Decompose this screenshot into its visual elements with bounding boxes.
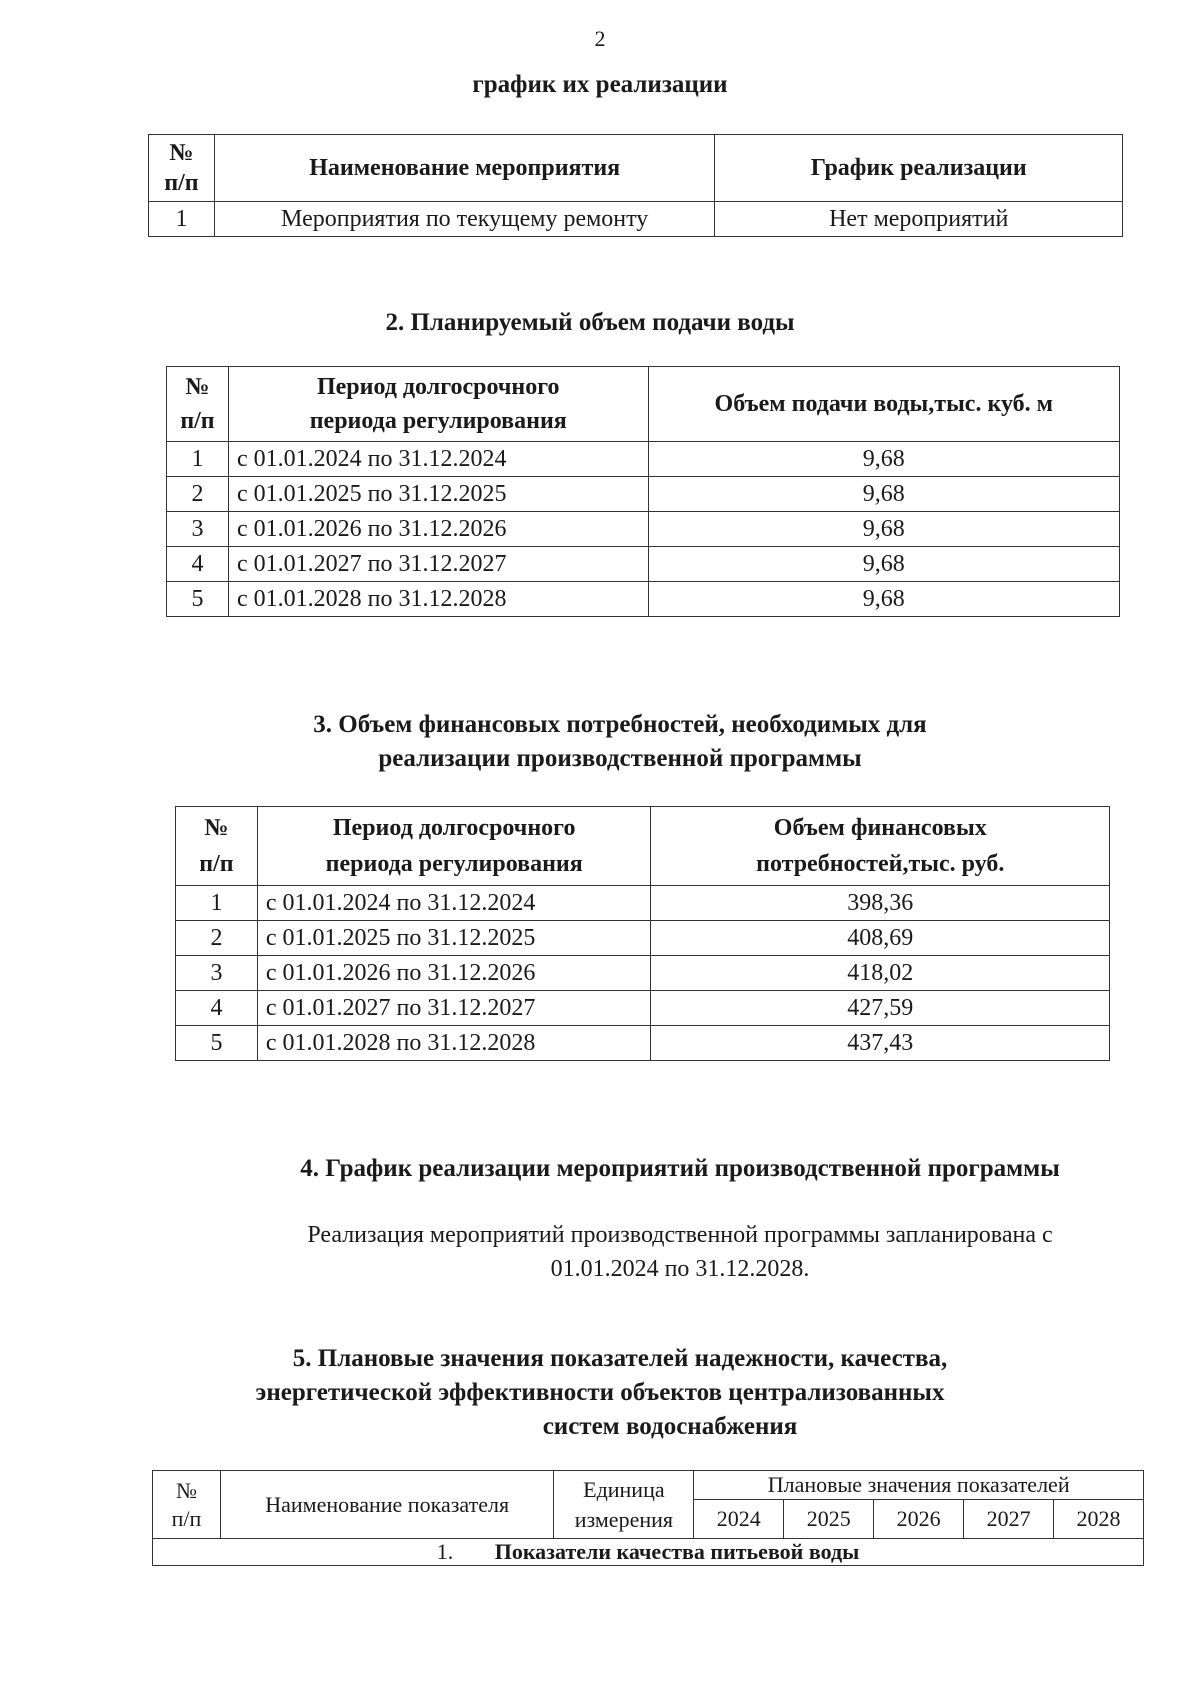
header-period: Период долгосрочного периода регулирования (257, 807, 651, 886)
table-group-row (153, 1539, 1144, 1566)
cell-value: 9,68 (648, 582, 1119, 617)
header-num: № п/п (167, 367, 229, 442)
cell-value: 398,36 (651, 886, 1110, 921)
header-num: № п/п (149, 135, 215, 202)
cell-num: 2 (176, 921, 258, 956)
group-row-cell (153, 1539, 1144, 1566)
header-water-volume: Объем подачи воды,тыс. куб. м (648, 367, 1119, 442)
section4-title: 4. График реализации мероприятий производственной программы (300, 1155, 1060, 1182)
cell-num: 1 (149, 202, 215, 237)
table-activities (148, 134, 1123, 237)
table-row (176, 956, 1110, 991)
header-year: 2028 (1054, 1500, 1144, 1539)
cell-period: с 01.01.2024 по 31.12.2024 (257, 886, 651, 921)
table-header-row (153, 1471, 1144, 1500)
header-schedule: График реализации (715, 135, 1123, 202)
cell-num: 1 (167, 442, 229, 477)
table-header-row (149, 135, 1123, 202)
cell-value: 9,68 (648, 512, 1119, 547)
section2-title: 2. Планируемый объем подачи воды (385, 309, 795, 336)
table-row (167, 442, 1120, 477)
header-year: 2024 (694, 1500, 784, 1539)
header-activity-name: Наименование мероприятия (214, 135, 714, 202)
cell-period: с 01.01.2025 по 31.12.2025 (257, 921, 651, 956)
cell-num: 2 (167, 477, 229, 512)
cell-num: 1 (176, 886, 258, 921)
header-financial-volume: Объем финансовых потребностей,тыс. руб. (651, 807, 1110, 886)
cell-period: с 01.01.2026 по 31.12.2026 (257, 956, 651, 991)
cell-schedule: Нет мероприятий (715, 202, 1123, 237)
section5-title-line2: энергетической эффективности объектов централизованных (255, 1379, 945, 1406)
cell-num: 5 (167, 582, 229, 617)
table-row (167, 512, 1120, 547)
table-water-volume (166, 366, 1120, 617)
cell-num: 5 (176, 1026, 258, 1061)
section3-title-line1: 3. Объем финансовых потребностей, необходимых для (313, 711, 927, 738)
header-planned-values: Плановые значения показателей (694, 1471, 1144, 1500)
group-row-num: 1. (436, 1539, 454, 1564)
table-row (149, 202, 1123, 237)
cell-num: 3 (176, 956, 258, 991)
cell-num: 3 (167, 512, 229, 547)
table-header-row (176, 807, 1110, 886)
cell-num: 4 (176, 991, 258, 1026)
cell-period: с 01.01.2028 по 31.12.2028 (228, 582, 648, 617)
header-num: № п/п (176, 807, 258, 886)
section5-title-line3: систем водоснабжения (542, 1413, 798, 1440)
header-year: 2026 (874, 1500, 964, 1539)
header-unit: Единица измерения (554, 1471, 694, 1539)
header-num: № п/п (153, 1471, 221, 1539)
section5-title-line1: 5. Плановые значения показателей надежности, качества, (292, 1345, 948, 1372)
section1-title: график их реализации (472, 71, 728, 98)
header-year: 2025 (784, 1500, 874, 1539)
table-row (167, 547, 1120, 582)
header-indicator-name: Наименование показателя (220, 1471, 554, 1539)
table-indicators (152, 1470, 1144, 1566)
group-row-label: Показатели качества питьевой воды (494, 1539, 860, 1564)
table-header-row (167, 367, 1120, 442)
table-row (167, 582, 1120, 617)
cell-value: 408,69 (651, 921, 1110, 956)
cell-period: с 01.01.2028 по 31.12.2028 (257, 1026, 651, 1061)
header-year: 2027 (964, 1500, 1054, 1539)
table-row (176, 921, 1110, 956)
cell-value: 427,59 (651, 991, 1110, 1026)
cell-period: с 01.01.2024 по 31.12.2024 (228, 442, 648, 477)
table-row (167, 477, 1120, 512)
cell-value: 9,68 (648, 477, 1119, 512)
cell-value: 418,02 (651, 956, 1110, 991)
cell-num: 4 (167, 547, 229, 582)
table-row (176, 1026, 1110, 1061)
cell-value: 437,43 (651, 1026, 1110, 1061)
section4-text-line2: 01.01.2024 по 31.12.2028. (550, 1256, 810, 1282)
table-row (176, 886, 1110, 921)
cell-period: с 01.01.2025 по 31.12.2025 (228, 477, 648, 512)
table-financial-needs (175, 806, 1110, 1061)
cell-value: 9,68 (648, 442, 1119, 477)
cell-activity-name: Мероприятия по текущему ремонту (214, 202, 714, 237)
table-row (176, 991, 1110, 1026)
cell-period: с 01.01.2027 по 31.12.2027 (228, 547, 648, 582)
cell-period: с 01.01.2026 по 31.12.2026 (228, 512, 648, 547)
header-period: Период долгосрочного периода регулирования (228, 367, 648, 442)
section3-title-line2: реализации производственной программы (378, 745, 862, 772)
section4-text-line1: Реализация мероприятий производственной программы запланирована с (307, 1222, 1053, 1248)
cell-period: с 01.01.2027 по 31.12.2027 (257, 991, 651, 1026)
cell-value: 9,68 (648, 547, 1119, 582)
page-number: 2 (594, 26, 606, 51)
